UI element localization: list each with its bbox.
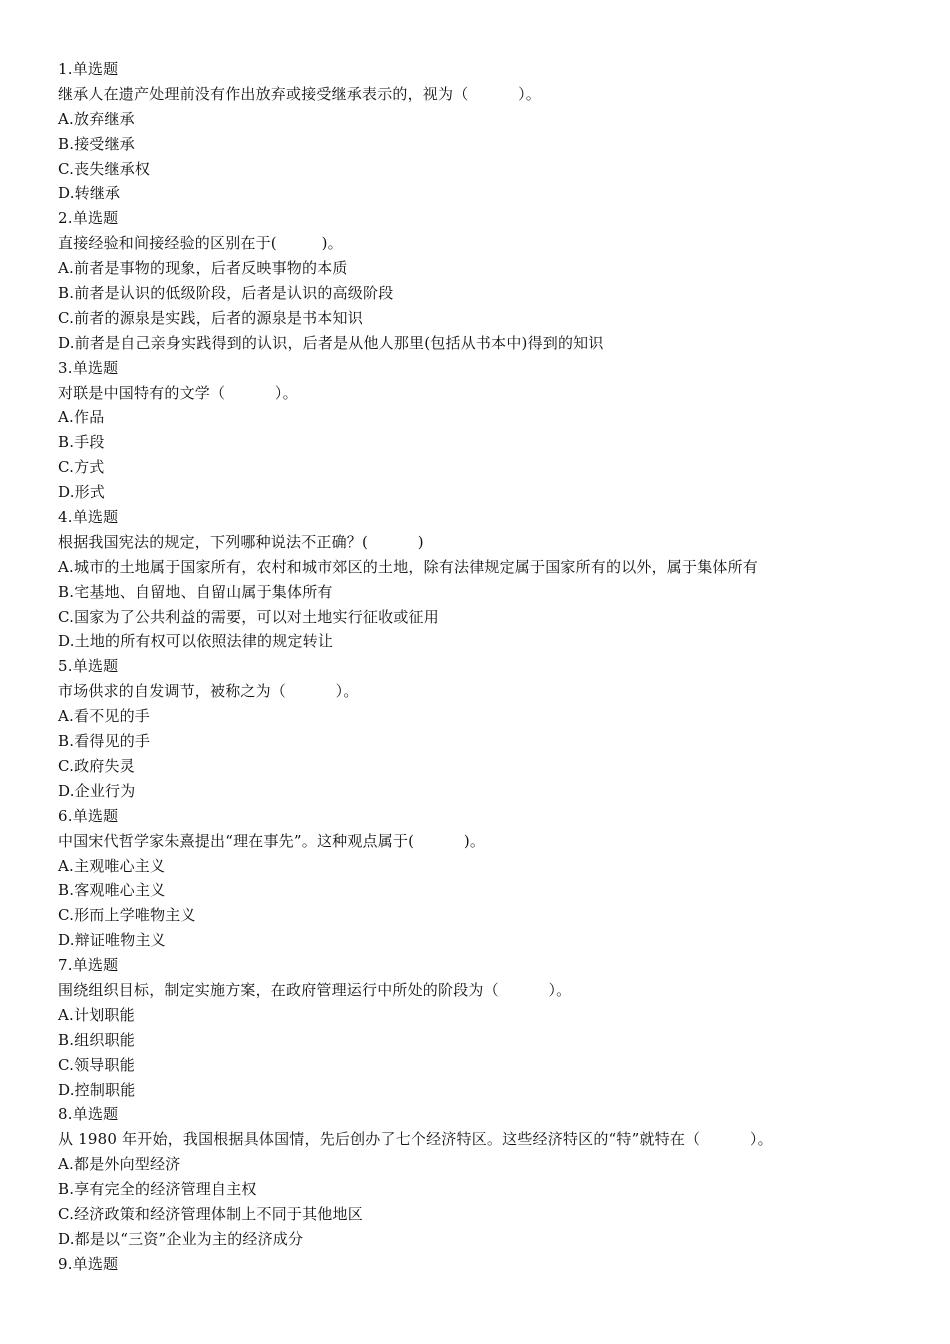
question-block xyxy=(58,356,938,505)
answer-option: A.前者是事物的现象，后者反映事物的本质 xyxy=(58,259,348,278)
question-block xyxy=(58,804,938,953)
answer-option: B.组织职能 xyxy=(58,1030,135,1049)
answer-option: D.形式 xyxy=(58,483,106,502)
question-header: 5.单选题 xyxy=(58,657,119,676)
answer-option: C.前者的源泉是实践，后者的源泉是书本知识 xyxy=(58,308,363,327)
answer-option: D.转继承 xyxy=(58,184,121,203)
question-stem: 从 1980 年开始，我国根据具体国情，先后创办了七个经济特区。这些经济特区的“特”就特在（ ）。 xyxy=(58,1130,773,1149)
question-header: 3.单选题 xyxy=(58,358,119,377)
question-block xyxy=(58,654,938,803)
answer-option: D.土地的所有权可以依照法律的规定转让 xyxy=(58,632,334,651)
answer-option: B.客观唯心主义 xyxy=(58,881,166,900)
answer-option: C.丧失继承权 xyxy=(58,159,151,178)
question-block xyxy=(58,57,938,206)
question-header: 4.单选题 xyxy=(58,508,119,527)
answer-option: A.都是外向型经济 xyxy=(58,1155,181,1174)
question-stem: 围绕组织目标，制定实施方案，在政府管理运行中所处的阶段为（ ）。 xyxy=(58,980,572,999)
question-document xyxy=(58,57,938,1277)
answer-option: C.国家为了公共利益的需要，可以对土地实行征收或征用 xyxy=(58,607,439,626)
question-header: 6.单选题 xyxy=(58,806,119,825)
question-stem: 直接经验和间接经验的区别在于( )。 xyxy=(58,234,343,253)
answer-option: B.享有完全的经济管理自主权 xyxy=(58,1180,257,1199)
question-block xyxy=(58,206,938,355)
question-stem: 根据我国宪法的规定，下列哪种说法不正确？( ) xyxy=(58,532,424,551)
question-block xyxy=(58,1252,938,1277)
answer-option: D.控制职能 xyxy=(58,1080,136,1099)
question-stem: 对联是中国特有的文学（ ）。 xyxy=(58,383,298,402)
question-header: 9.单选题 xyxy=(58,1254,119,1273)
answer-option: A.放弃继承 xyxy=(58,109,135,128)
question-header: 7.单选题 xyxy=(58,956,119,975)
answer-option: B.手段 xyxy=(58,433,105,452)
answer-option: B.看得见的手 xyxy=(58,732,151,751)
question-block xyxy=(58,953,938,1102)
answer-option: A.计划职能 xyxy=(58,1005,135,1024)
answer-option: A.主观唯心主义 xyxy=(58,856,166,875)
answer-option: C.形而上学唯物主义 xyxy=(58,906,196,925)
answer-option: D.企业行为 xyxy=(58,781,136,800)
question-header: 8.单选题 xyxy=(58,1105,119,1124)
answer-option: C.方式 xyxy=(58,458,105,477)
answer-option: D.前者是自己亲身实践得到的认识，后者是从他人那里(包括从书本中)得到的知识 xyxy=(58,333,604,352)
answer-option: B.宅基地、自留地、自留山属于集体所有 xyxy=(58,582,333,601)
answer-option: A.看不见的手 xyxy=(58,707,151,726)
answer-option: C.经济政策和经济管理体制上不同于其他地区 xyxy=(58,1204,363,1223)
answer-option: B.前者是认识的低级阶段，后者是认识的高级阶段 xyxy=(58,284,394,303)
answer-option: A.作品 xyxy=(58,408,105,427)
question-block xyxy=(58,505,938,654)
answer-option: D.辩证唯物主义 xyxy=(58,931,166,950)
answer-option: C.政府失灵 xyxy=(58,756,135,775)
question-block xyxy=(58,1102,938,1251)
answer-option: A.城市的土地属于国家所有，农村和城市郊区的土地，除有法律规定属于国家所有的以外，属于集体所有 xyxy=(58,557,759,576)
answer-option: C.领导职能 xyxy=(58,1055,135,1074)
question-stem: 市场供求的自发调节，被称之为（ ）。 xyxy=(58,682,359,701)
question-header: 1.单选题 xyxy=(58,60,119,78)
question-stem: 中国宋代哲学家朱熹提出“理在事先”。这种观点属于( )。 xyxy=(58,831,486,850)
question-stem: 继承人在遗产处理前没有作出放弃或接受继承表示的，视为（ ）。 xyxy=(58,84,541,103)
question-header: 2.单选题 xyxy=(58,209,119,228)
answer-option: B.接受继承 xyxy=(58,134,135,153)
answer-option: D.都是以“三资”企业为主的经济成分 xyxy=(58,1229,304,1248)
